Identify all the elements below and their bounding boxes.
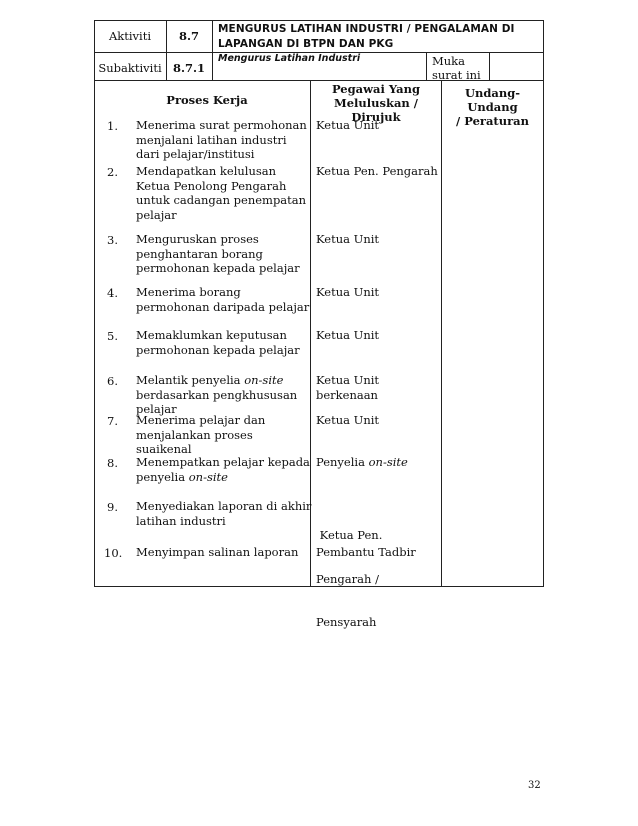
step-line: Menyediakan laporan di akhir (136, 499, 312, 513)
step-line: permohonan kepada pelajar (136, 342, 300, 357)
step-text-italic: on-site (244, 373, 284, 387)
officer-text-italic: on-site (368, 455, 408, 469)
subaktiviti-code-text: 8.7.1 (172, 61, 205, 75)
step-description (136, 373, 297, 417)
step-text: berdasarkan pengkhususan (136, 387, 298, 402)
step-description (136, 545, 298, 560)
subaktiviti-code (166, 61, 212, 75)
officer-text: Penyelia (316, 455, 369, 469)
officer-line: Ketua Unit (316, 118, 380, 132)
step-line: Mendapatkan kelulusan (136, 164, 277, 178)
muka-line1: Muka (432, 54, 466, 68)
officer-line: Ketua Unit (316, 232, 380, 246)
subaktiviti-title-text: Mengurus Latihan Industri (218, 53, 361, 64)
step-line: suaikenal (136, 442, 192, 456)
aktiviti-code-text: 8.7 (178, 29, 199, 43)
step-officer (316, 413, 379, 428)
step-line: Menguruskan proses (136, 232, 259, 246)
step-line: Menerima pelajar dan (136, 413, 266, 427)
body-col-divider-2 (441, 80, 442, 586)
pegawai-line2: Meluluskan / (334, 96, 418, 110)
header-col-divider-4 (489, 52, 490, 80)
step-number: 6. (107, 374, 118, 388)
aktiviti-title-line2: LAPANGAN DI BTPN DAN PKG (218, 38, 394, 50)
step-text: pelajar (136, 402, 177, 416)
officer-line (316, 455, 408, 470)
step-description (136, 164, 306, 222)
step-number: 8. (107, 456, 118, 470)
step-officer (316, 455, 408, 470)
step-number: 3. (107, 233, 118, 247)
undang-line1: Undang-Undang (464, 86, 521, 114)
step-officer (316, 373, 379, 402)
subaktiviti-title (218, 53, 360, 64)
step-line: menjalankan proses (136, 427, 253, 442)
step-number: 2. (107, 165, 118, 179)
step-officer (316, 328, 379, 343)
header-col-divider-3 (426, 52, 427, 80)
step-description (136, 285, 309, 314)
pegawai-line3: Dirujuk (351, 110, 401, 124)
column-header-proses (94, 93, 310, 107)
subaktiviti-label-text: Subaktiviti (98, 61, 162, 75)
subaktiviti-label (94, 61, 166, 75)
step-number: 9. (107, 500, 118, 514)
step-officer (316, 499, 382, 659)
step-line: penghantaran borang (136, 246, 263, 261)
step-line: Menerima surat permohonan (136, 118, 307, 132)
step-description (136, 232, 300, 276)
step-description (136, 328, 300, 357)
step-line (136, 373, 297, 388)
step-line: permohonan kepada pelajar (136, 261, 300, 275)
step-number: 7. (107, 414, 118, 428)
officer-line: berkenaan (316, 387, 378, 402)
step-line: Ketua Penolong Pengarah (136, 178, 287, 193)
step-officer (316, 232, 379, 247)
step-line: permohonan daripada pelajar (136, 299, 310, 314)
aktiviti-code (166, 29, 212, 43)
table-border-right (543, 20, 544, 586)
officer-line: Ketua Pen. (316, 528, 383, 542)
step-text: Melantik penyelia (136, 373, 245, 387)
muka-line2: surat ini (432, 68, 481, 82)
step-officer (316, 545, 416, 560)
muka-surat-label (432, 54, 481, 82)
step-line: Menerima borang (136, 285, 241, 299)
step-text-italic: on-site (188, 469, 228, 484)
proses-heading-text: Proses Kerja (166, 93, 248, 107)
step-number: 10. (104, 546, 123, 560)
header-col-divider-2 (212, 20, 213, 80)
officer-line: Ketua Unit (316, 285, 380, 299)
step-text: penyelia (136, 469, 189, 484)
step-number: 4. (107, 286, 118, 300)
aktiviti-label-text: Aktiviti (108, 29, 152, 43)
step-description (136, 455, 310, 484)
aktiviti-label (94, 29, 166, 43)
step-line: latihan industri (136, 513, 226, 528)
officer-line: Ketua Unit (316, 328, 380, 342)
step-line: untuk cadangan penempatan (136, 193, 307, 207)
step-line (136, 388, 297, 403)
table-border-top (94, 20, 544, 21)
step-description (136, 413, 265, 457)
aktiviti-title (218, 22, 543, 52)
step-line: dari pelajar/institusi (136, 147, 255, 161)
officer-line: Ketua Unit (316, 413, 380, 427)
officer-line: Ketua Pen. Pengarah (316, 164, 438, 178)
step-number: 1. (107, 119, 118, 133)
officer-line: Ketua Unit (316, 373, 380, 387)
step-officer (316, 285, 379, 300)
step-line (136, 455, 310, 470)
step-officer (316, 118, 379, 133)
column-header-undang (442, 86, 543, 128)
step-number: 5. (107, 329, 118, 343)
step-line: Menyimpan salinan laporan (136, 545, 299, 559)
aktiviti-title-line1: MENGURUS LATIHAN INDUSTRI / PENGALAMAN DI (218, 23, 515, 35)
officer-line: Pensyarah (316, 615, 377, 629)
officer-line: Pengarah / (316, 571, 379, 586)
pegawai-line1: Pegawai Yang (331, 82, 421, 96)
step-line: menjalani latihan industri (136, 132, 287, 147)
officer-line: Pembantu Tadbir (316, 545, 416, 559)
step-text: Menempatkan pelajar kepada (136, 455, 310, 469)
page-number: 32 (528, 780, 541, 791)
undang-line2: / Peraturan (456, 114, 529, 128)
step-line (136, 470, 310, 485)
step-description (136, 499, 311, 528)
step-line: Memaklumkan keputusan (136, 328, 287, 342)
step-description (136, 118, 307, 162)
step-line: pelajar (136, 207, 177, 222)
step-officer (316, 164, 438, 179)
